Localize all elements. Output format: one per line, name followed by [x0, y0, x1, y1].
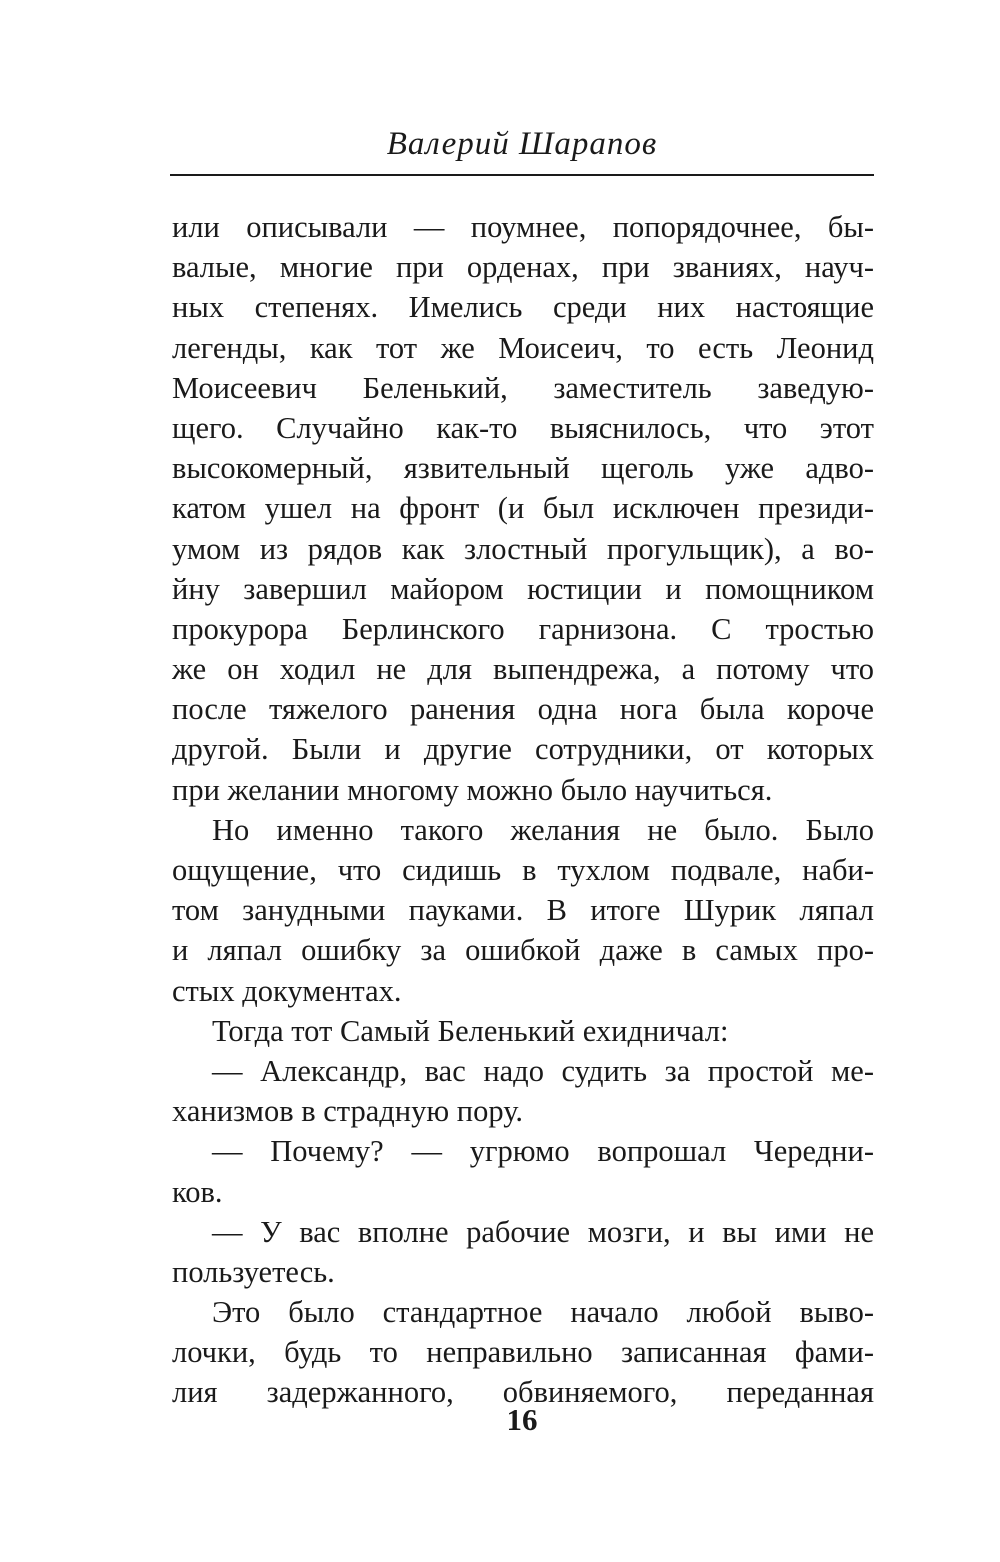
text-line: — У вас вполне рабочие мозги, и вы ими не — [212, 1214, 874, 1249]
text-line: ханизмов в страдную пору. — [172, 1094, 524, 1129]
text-line: Тогда тот Самый Беленький ехидничал: — [212, 1013, 729, 1048]
text-line: легенды, как тот же Моисеич, то есть Леонид — [172, 330, 874, 365]
text-line: пользуетесь. — [172, 1254, 335, 1289]
text-line: и ляпал ошибку за ошибкой даже в самых про- — [172, 933, 874, 968]
text-line: другой. Были и другие сотрудники, от которых — [172, 732, 874, 767]
text-line: — Почему? — угрюмо вопрошал Чередни- — [212, 1134, 874, 1169]
text-line: катом ушел на фронт (и был исключен президи- — [172, 491, 874, 526]
text-line: Это было стандартное начало любой выво- — [212, 1295, 874, 1330]
text-line: после тяжелого ранения одна нога была короче — [172, 692, 874, 727]
text-line: том занудными пауками. В итоге Шурик ляпал — [172, 893, 874, 928]
running-head: Валерий Шарапов — [386, 126, 658, 162]
text-line: щего. Случайно как-то выяснилось, что этот — [172, 410, 874, 445]
text-line: умом из рядов как злостный прогульщик), а во- — [172, 531, 874, 566]
header-rule — [170, 174, 874, 176]
text-line: йну завершил майором юстиции и помощником — [172, 571, 874, 606]
text-line: же он ходил не для выпендрежа, а потому что — [172, 652, 874, 687]
page-number: 16 — [506, 1402, 538, 1437]
text-line: или описывали — поумнее, попорядочнее, бы- — [172, 210, 874, 244]
text-line: прокурора Берлинского гарнизона. С тростью — [172, 611, 874, 646]
text-line: ных степенях. Имелись среди них настоящие — [172, 290, 874, 325]
text-line: при желании многому можно было научиться. — [172, 772, 773, 807]
text-line: высокомерный, язвительный щеголь уже адво- — [172, 451, 874, 486]
text-line: Моисеевич Беленький, заместитель заведую- — [172, 370, 874, 405]
text-line: лочки, будь то неправильно записанная фами- — [172, 1335, 874, 1370]
text-line: лия задержанного, обвиняемого, переданная — [172, 1375, 874, 1410]
text-line: Но именно такого желания не было. Было — [212, 812, 874, 847]
text-line: ощущение, что сидишь в тухлом подвале, наби- — [172, 853, 874, 887]
text-line: валые, многие при орденах, при званиях, науч- — [172, 250, 874, 285]
body-text — [172, 207, 874, 1413]
text-line: ков. — [172, 1174, 223, 1209]
text-line: стых документах. — [172, 973, 402, 1008]
text-line: — Александр, вас надо судить за простой ме- — [212, 1053, 874, 1088]
